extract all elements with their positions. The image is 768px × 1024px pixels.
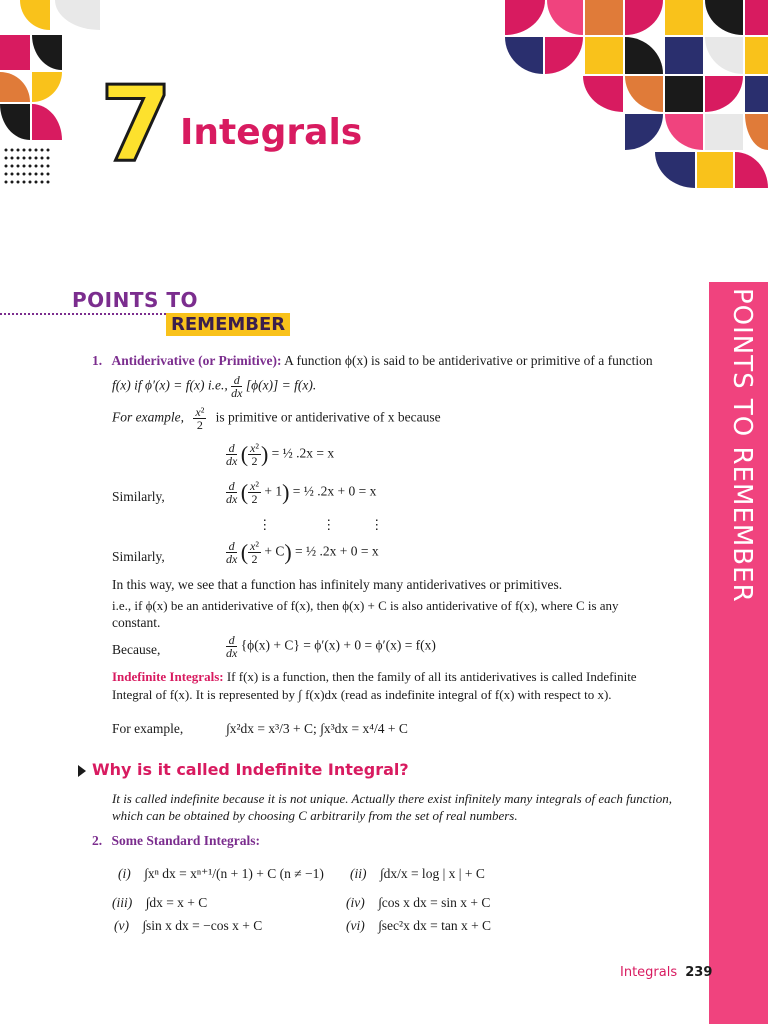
decorative-pattern-left — [0, 0, 100, 190]
because-label: Because, — [112, 642, 161, 657]
example1-line — [112, 406, 441, 431]
eq1-d-dx: $\frac{d}{dx}$ — [226, 441, 238, 468]
example1-label: For example, — [112, 409, 184, 425]
item2-heading — [92, 832, 260, 850]
formula-2-label: (ii) — [350, 866, 367, 881]
chapter-number: 7 — [100, 63, 173, 185]
eq2-x2-2: $\frac{\text{x²}}{2}$ — [250, 479, 259, 506]
equation1: $\frac{d}{dx}$ ( $\frac{\text{x²}}{2}$ ) = ½ .2x = x — [226, 441, 335, 468]
formula-2-text: ∫dx/x = log | x | + C — [379, 866, 485, 881]
equation2: $\frac{d}{dx}$ ( $\frac{\text{x²}}{2}$ + 1) = ½ .2x + 0 = x — [226, 479, 377, 506]
item2-number: 2. — [92, 833, 103, 848]
formula-1-label: (i) — [118, 866, 131, 881]
item1-text: A function ϕ(x) is said to be antiderivative or primitive of a function — [284, 353, 653, 368]
bullet-arrow-icon — [78, 765, 86, 777]
indefinite-line2: Integral of f(x). It is represented by ∫ f(x)dx (read as indefinite integral of f(x) with respect to x). — [112, 687, 612, 702]
formula-3-text: ∫dx = x + C — [145, 895, 208, 910]
chapter-title: Integrals — [180, 112, 363, 153]
constant-text: constant. — [112, 615, 161, 630]
vertical-dots-1: ⋮ — [258, 517, 272, 532]
formula-6-label: (vi) — [346, 918, 365, 933]
formula-4 — [346, 894, 490, 912]
formula-4-text: ∫cos x dx = sin x + C — [378, 895, 491, 910]
page-number: 239 — [685, 965, 713, 980]
formula-5 — [114, 917, 262, 935]
infinite-antiderivatives-text: In this way, we see that a function has infinitely many antiderivatives or primitives. — [112, 577, 563, 592]
formula-4-label: (iv) — [346, 895, 365, 910]
formula-2 — [350, 865, 485, 883]
item1-line2-text: f(x) if ϕ′(x) = f(x) i.e., — [112, 377, 228, 393]
item1-number: 1. — [92, 353, 103, 368]
side-banner-text: POINTS TO REMEMBER — [727, 288, 757, 603]
why-heading-text: Why is it called Indefinite Integral? — [92, 760, 409, 779]
eq3-result: = ½ .2x + 0 = x — [295, 543, 379, 559]
formula-5-text: ∫sin x dx = −cos x + C — [142, 918, 263, 933]
item1-title: Antiderivative (or Primitive): — [111, 353, 282, 368]
item1-line2-end: [ϕ(x)] = f(x). — [245, 377, 317, 393]
eq2-result: = ½ .2x + 0 = x — [292, 483, 377, 499]
indefinite-title: Indefinite Integrals: — [112, 669, 224, 684]
side-banner — [709, 282, 768, 1024]
decorative-pattern-right — [505, 0, 768, 190]
formula-3 — [112, 894, 207, 912]
x2-over-2-fraction: $\frac{\text{x²}}{2}$ — [195, 405, 205, 432]
formula-1 — [118, 865, 324, 883]
eq3-x2-2: $\frac{\text{x²}}{2}$ — [250, 539, 259, 566]
item1-line2 — [112, 374, 316, 399]
formula-5-label: (v) — [114, 918, 129, 933]
page-footer — [620, 965, 712, 980]
similarly1-label: Similarly, — [112, 489, 165, 504]
vertical-dots-2: ⋮ — [322, 517, 336, 532]
ie-line-text: i.e., if ϕ(x) be an antiderivative of f(x), then ϕ(x) + C is also antiderivative of f(x), where C is any — [112, 598, 619, 613]
example1-text: is primitive or antiderivative of x because — [215, 409, 441, 425]
formula-6 — [346, 917, 491, 935]
example2-equations: ∫x²dx = x³/3 + C; ∫x³dx = x⁴/4 + C — [226, 721, 408, 736]
vertical-dots-3: ⋮ — [370, 517, 384, 532]
section-title-line2: REMEMBER — [166, 313, 290, 336]
item1-line1 — [92, 352, 653, 370]
because-d-dx: $\frac{d}{dx}$ — [226, 633, 238, 660]
eq3-d-dx: $\frac{d}{dx}$ — [226, 539, 238, 566]
eq1-x2-2: $\frac{\text{x²}}{2}$ — [250, 441, 259, 468]
why-text-line2: which can be obtained by choosing C arbitrarily from the set of real numbers. — [112, 808, 518, 823]
equation3: $\frac{d}{dx}$ ( $\frac{\text{x²}}{2}$ + C) = ½ .2x + 0 = x — [226, 539, 379, 566]
because-equation — [226, 634, 436, 659]
section-title-line1: POINTS TO — [72, 288, 198, 312]
dotted-divider — [0, 313, 190, 315]
indefinite-line1 — [112, 668, 637, 686]
example2-label: For example, — [112, 721, 184, 736]
eq1-result: = ½ .2x = x — [271, 445, 335, 461]
because-eq-text: {ϕ(x) + C} = ϕ′(x) + 0 = ϕ′(x) = f(x) — [240, 637, 436, 653]
footer-label: Integrals — [620, 965, 678, 980]
formula-1-text: ∫xⁿ dx = xⁿ⁺¹/(n + 1) + C (n ≠ −1) — [144, 866, 324, 881]
why-heading — [78, 760, 409, 779]
formula-3-label: (iii) — [112, 895, 133, 910]
indefinite-text: If f(x) is a function, then the family of all its antiderivatives is called Indefinite — [226, 669, 637, 684]
similarly2-label: Similarly, — [112, 549, 165, 564]
formula-6-text: ∫sec²x dx = tan x + C — [378, 918, 492, 933]
item2-title: Some Standard Integrals: — [111, 833, 261, 848]
d-dx-fraction: $\frac{d}{dx}$ — [231, 373, 243, 400]
why-text-line1: It is called indefinite because it is not unique. Actually there exist infinitely many integrals of each function, — [112, 791, 672, 806]
eq2-d-dx: $\frac{d}{dx}$ — [226, 479, 238, 506]
